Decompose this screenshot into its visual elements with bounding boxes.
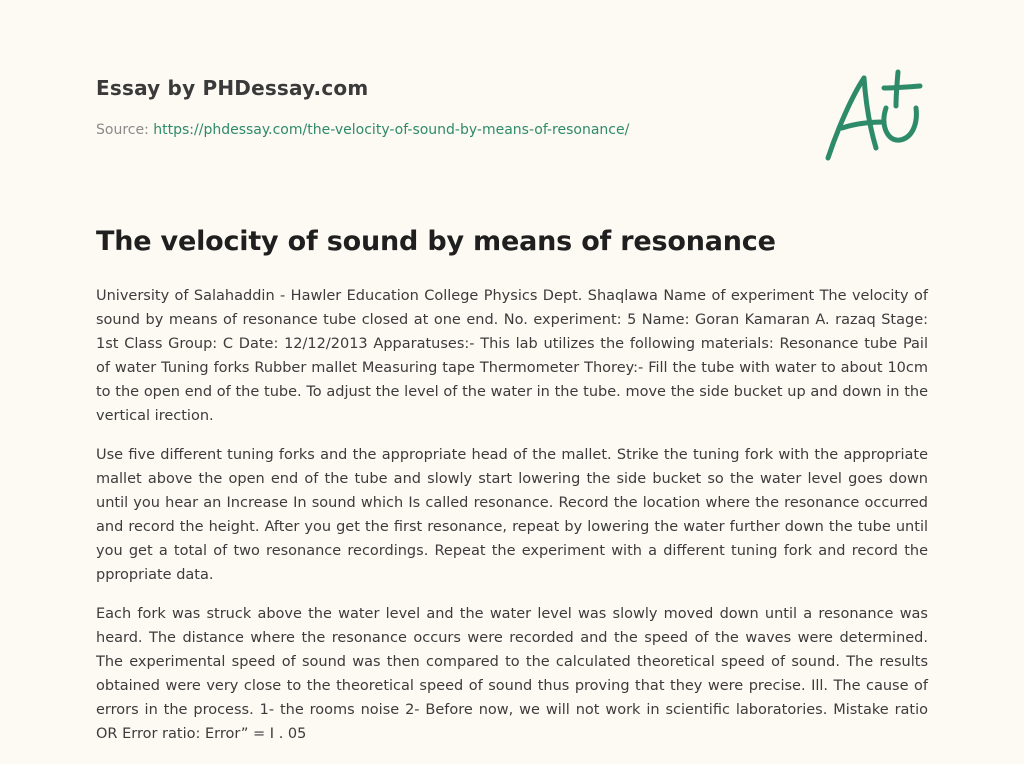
site-title: Essay by PHDessay.com (96, 76, 369, 100)
source-line (96, 122, 796, 138)
paragraph: Each fork was struck above the water level and the water level was slowly moved down until a resonance was heard. The distance where the resonance occurs were recorded and the speed of the waves were determined. The experimental speed of sound was then compared to the calculated theoretical speed of sound. The results obtained were very close to the theoretical speed of sound thus proving that they were precise. Ill. The cause of errors in the process. 1- the rooms noise 2- Before now, we will not work in scientific laboratories. Mistake ratio OR Error ratio: Error” = I . 05 (96, 606, 928, 742)
article-body (96, 284, 928, 761)
article-title: The velocity of sound by means of resonance (96, 226, 776, 257)
source-label: Source: (96, 122, 154, 138)
a-plus-logo-icon (820, 66, 930, 166)
source-link[interactable]: https://phdessay.com/the-velocity-of-sound-by-means-of-resonance/ (153, 122, 630, 138)
paragraph: Use five different tuning forks and the appropriate head of the mallet. Strike the tuning fork with the appropriate mallet above the open end of the tube and slowly start lowering the side bucket so the water level goes down until you hear an Increase In sound which Is called resonance. Record the location where the resonance occurred and record the height. After you get the first resonance, repeat by lowering the water further down the tube until you get a total of two resonance recordings. Repeat the experiment with a different tuning fork and record the ppropriate data. (96, 447, 928, 583)
page-header (96, 76, 796, 138)
paragraph: University of Salahaddin - Hawler Education College Physics Dept. Shaqlawa Name of experiment The velocity of sound by means of resonance tube closed at one end. No. experiment: 5 Name: Goran Kamaran A. razaq Stage: 1st Class Group: C Date: 12/12/2013 Apparatuses:- This lab utilizes the following materials: Resonance tube Pail of water Tuning forks Rubber mallet Measuring tape Thermometer Thorey:- Fill the tube with water to about 10cm to the open end of the tube. To adjust the level of the water in the tube. move the side bucket up and down in the vertical irection. (96, 288, 928, 424)
